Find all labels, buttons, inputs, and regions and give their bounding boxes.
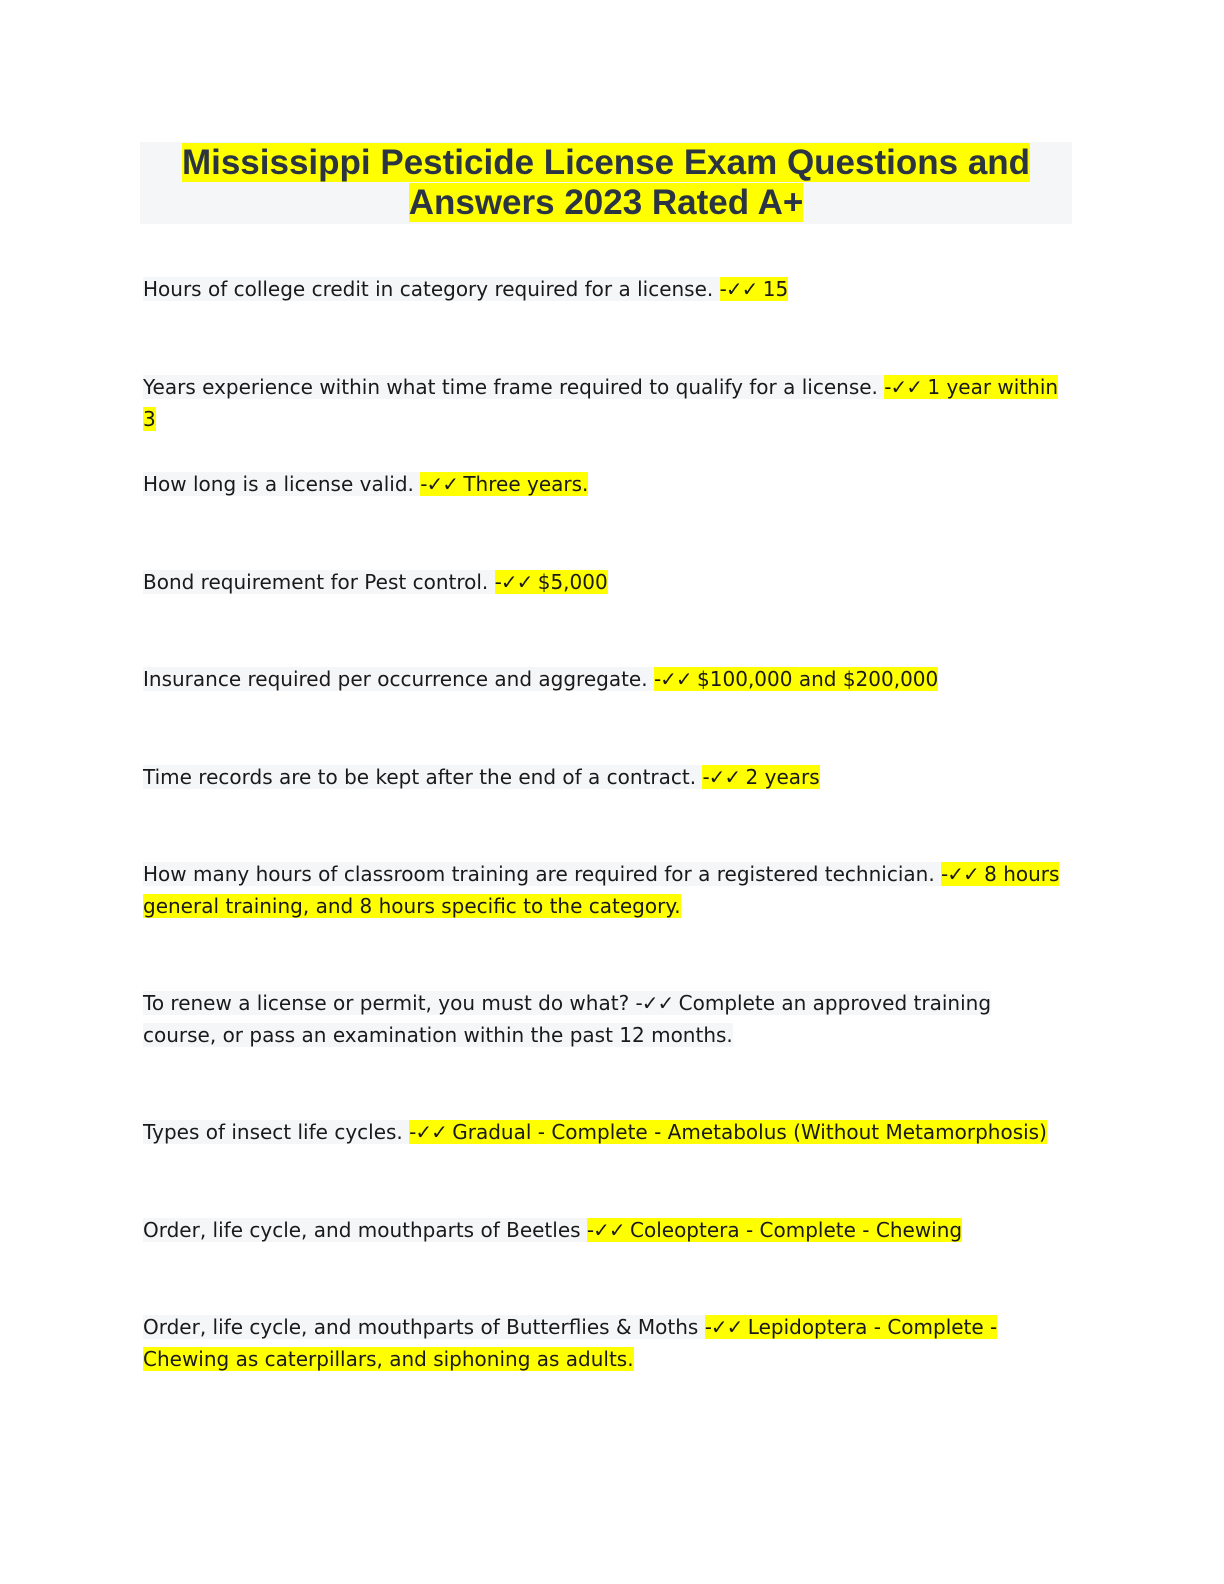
qa-item [143,1116,1063,1148]
answer-text: -✓✓ Gradual - Complete - Ametabolus (Without Metamorphosis) [409,1120,1047,1144]
check-marker: -✓✓ [494,570,538,594]
answer-text: -✓✓ Lepidoptera - Complete - Chewing as caterpillars, and siphoning as adults. [143,1315,998,1371]
answer-text: -✓✓ 15 [719,277,789,301]
question-text: To renew a license or permit, you must do what? [143,991,636,1015]
answer-text: -✓✓ Three years. [420,472,589,496]
qa-item [143,1311,1063,1375]
answer-text: -✓✓ Coleoptera - Complete - Chewing [586,1218,963,1242]
question-text: Bond requirement for Pest control. [143,570,495,594]
qa-item [143,987,1063,1051]
answer-text: -✓✓ 1 year within 3 [143,375,1059,431]
qa-item [143,566,1063,598]
check-marker: -✓✓ [704,1315,748,1339]
check-marker: -✓✓ [635,991,679,1015]
question-text: Types of insect life cycles. [143,1120,410,1144]
answer-text: -✓✓ $5,000 [494,570,608,594]
qa-item [143,663,1063,695]
check-marker: -✓✓ [719,277,763,301]
title-line-2: Answers 2023 Rated A+ [408,183,804,222]
qa-item [143,468,1063,500]
qa-item [143,273,1063,305]
check-marker: -✓✓ [884,375,928,399]
check-marker: -✓✓ [420,472,464,496]
answer-text: -✓✓ $100,000 and $200,000 [653,667,939,691]
document-title [140,142,1072,224]
title-line-1: Mississippi Pesticide License Exam Questions and [181,143,1031,182]
qa-item [143,1214,1063,1246]
qa-item [143,858,1063,922]
check-marker: -✓✓ [653,667,698,691]
qa-item [143,371,1063,435]
answer-text: -✓✓ 2 years [702,765,820,789]
question-text: Insurance required per occurrence and aggregate. [143,667,654,691]
question-text: How many hours of classroom training are required for a registered technician. [143,862,942,886]
question-text: How long is a license valid. [143,472,421,496]
question-text: Hours of college credit in category required for a license. [143,277,720,301]
check-marker: -✓✓ [702,765,746,789]
question-text: Years experience within what time frame required to qualify for a license. [143,375,885,399]
check-marker: -✓✓ [941,862,985,886]
question-text: Time records are to be kept after the end of a contract. [143,765,703,789]
answer-text: -✓✓ Complete an approved training course, or pass an examination within the past 12 months. [143,991,992,1047]
question-text: Order, life cycle, and mouthparts of Butterflies & Moths [143,1315,705,1339]
check-marker: -✓✓ [409,1120,453,1144]
question-text: Order, life cycle, and mouthparts of Beetles [143,1218,587,1242]
check-marker: -✓✓ [586,1218,630,1242]
answer-text: -✓✓ 8 hours general training, and 8 hours specific to the category. [143,862,1060,918]
qa-item [143,761,1063,793]
